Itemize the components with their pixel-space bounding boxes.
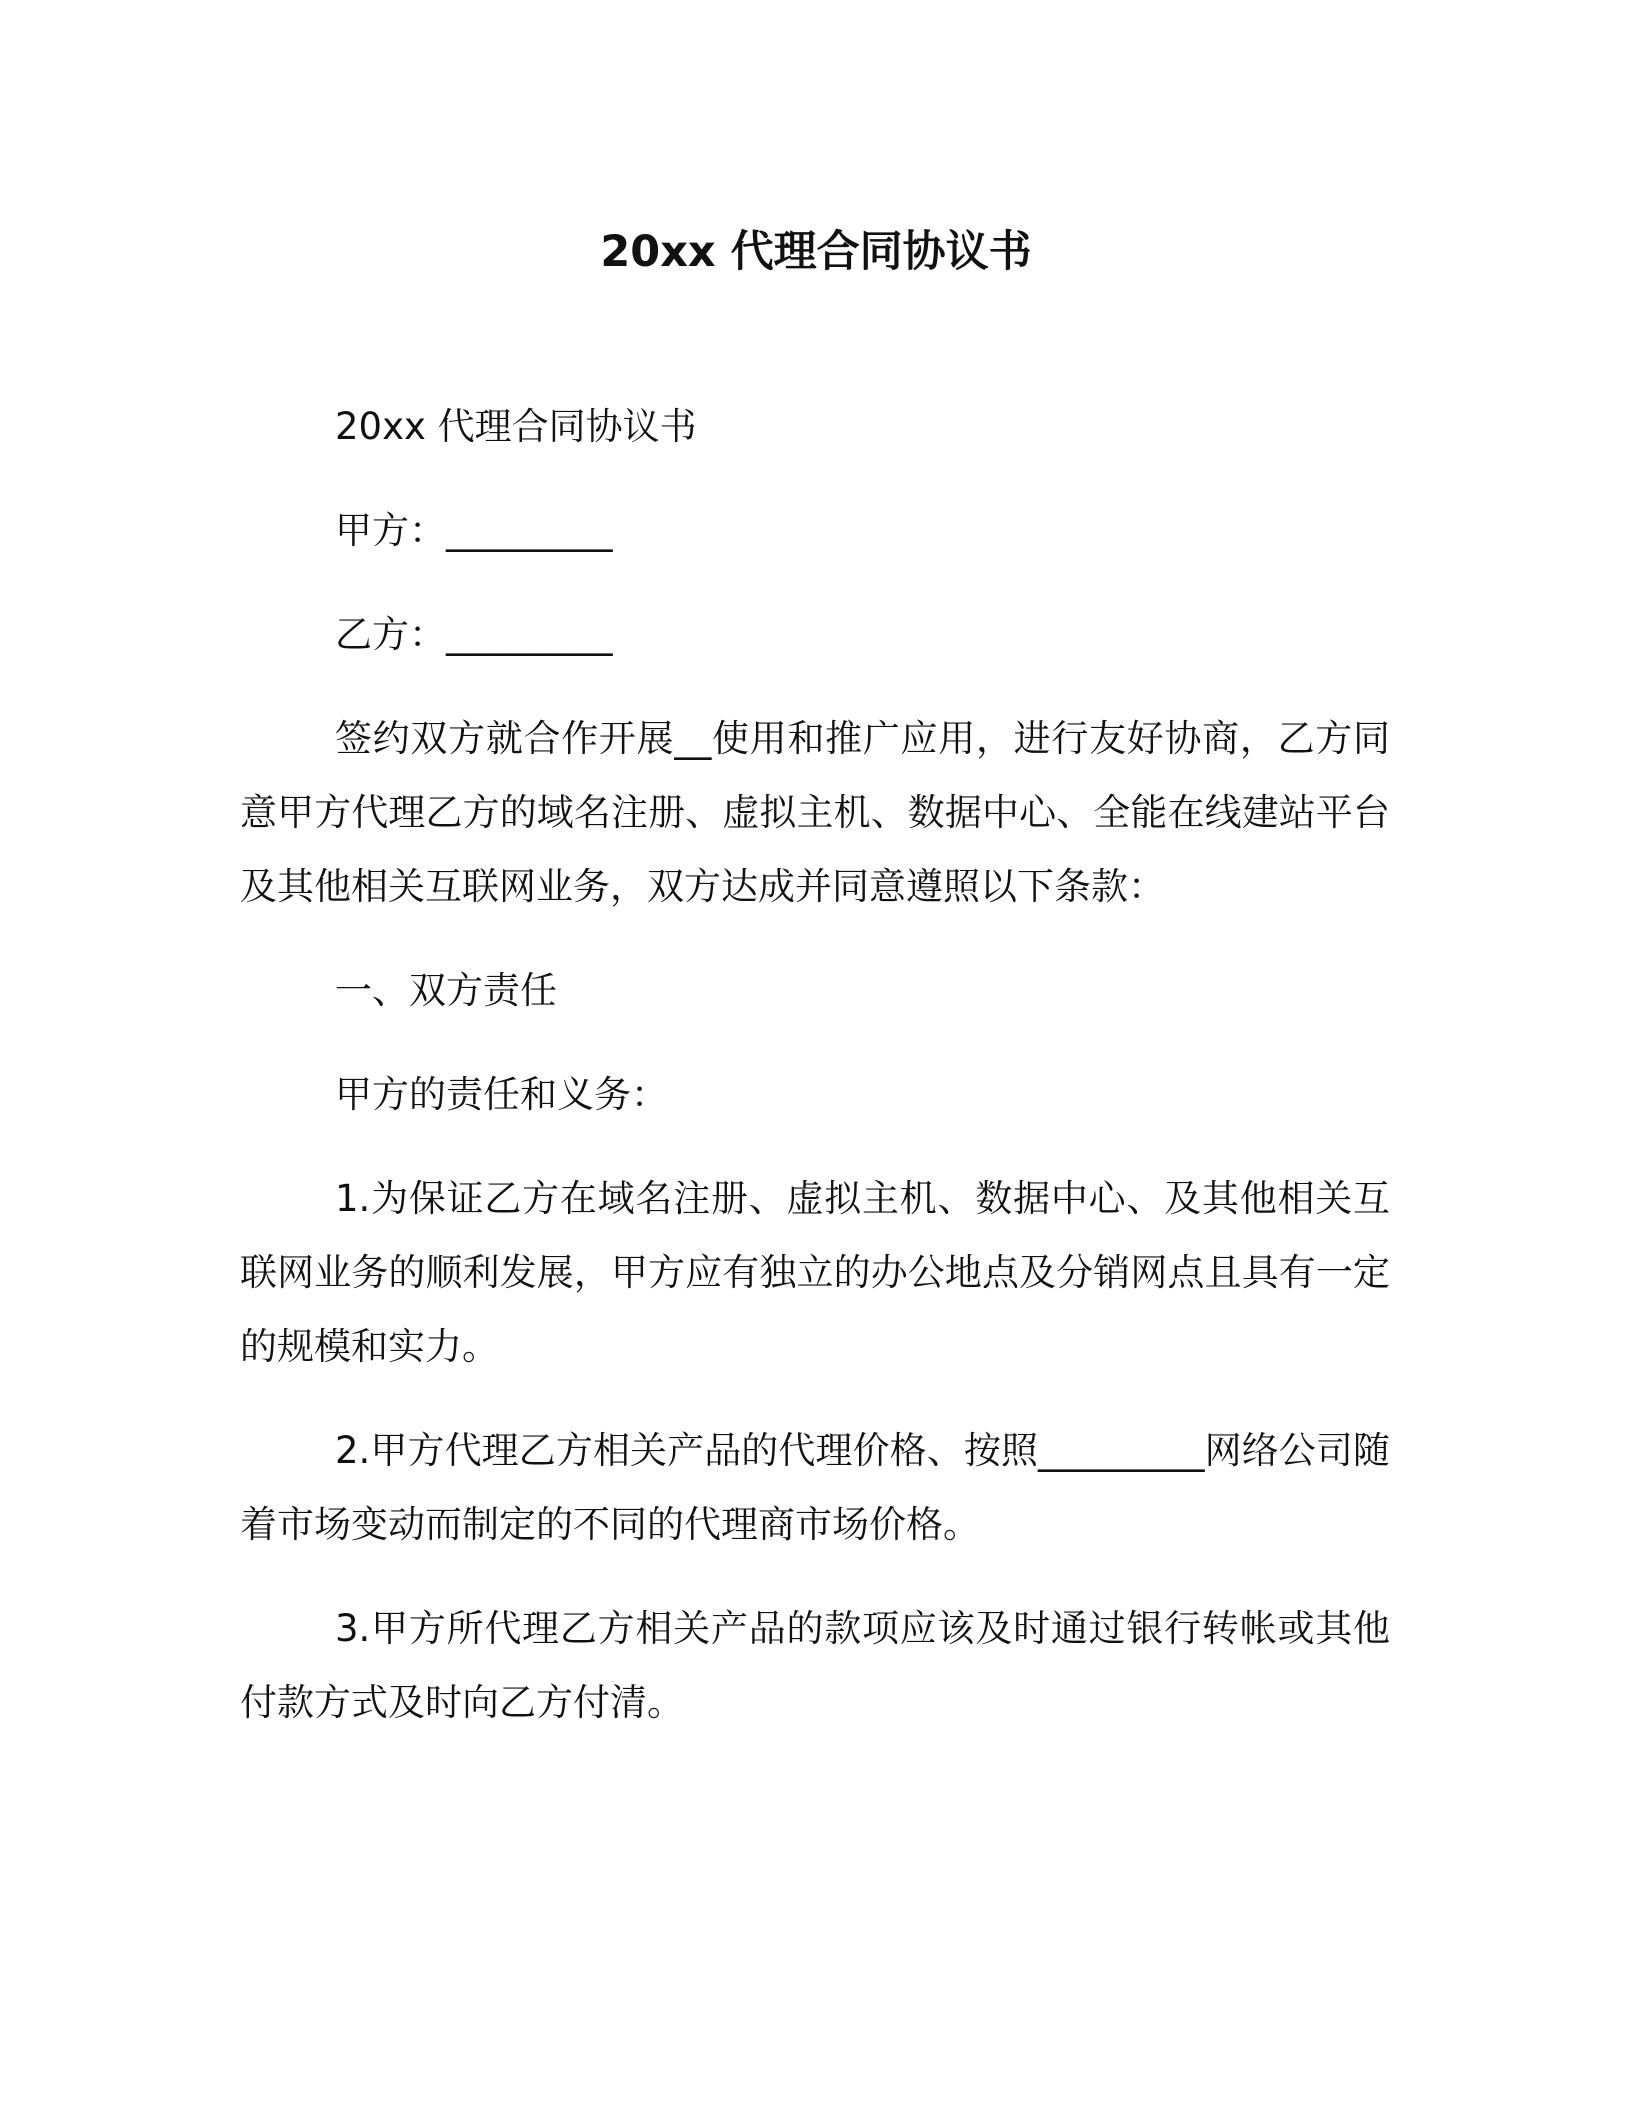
section-heading: 一、双方责任: [335, 969, 557, 1012]
document-title: 20xx 代理合同协议书: [600, 227, 1032, 277]
document-body: [240, 390, 1390, 1770]
party-b-line: 乙方：_________: [335, 613, 613, 656]
clause-1: 1.为保证乙方在域名注册、虚拟主机、数据中心、及其他相关互联网业务的顺利发展，甲方应有独立的办公地点及分销网点且具有一定的规模和实力。: [240, 1177, 1390, 1368]
clause-3: 3.甲方所代理乙方相关产品的款项应该及时通过银行转帐或其他付款方式及时向乙方付清。: [240, 1607, 1390, 1724]
subsection-heading: 甲方的责任和义务：: [335, 1073, 668, 1116]
intro-paragraph: 签约双方就合作开展__使用和推广应用，进行友好协商，乙方同意甲方代理乙方的域名注册、虚拟主机、数据中心、全能在线建站平台及其他相关互联网业务，双方达成并同意遵照以下条款：: [240, 717, 1390, 908]
party-a-line: 甲方：_________: [335, 509, 613, 552]
subtitle-paragraph: 20xx 代理合同协议书: [335, 405, 697, 448]
clause-2: 2.甲方代理乙方相关产品的代理价格、按照_________网络公司随着市场变动而制定的不同的代理商市场价格。: [240, 1429, 1390, 1546]
